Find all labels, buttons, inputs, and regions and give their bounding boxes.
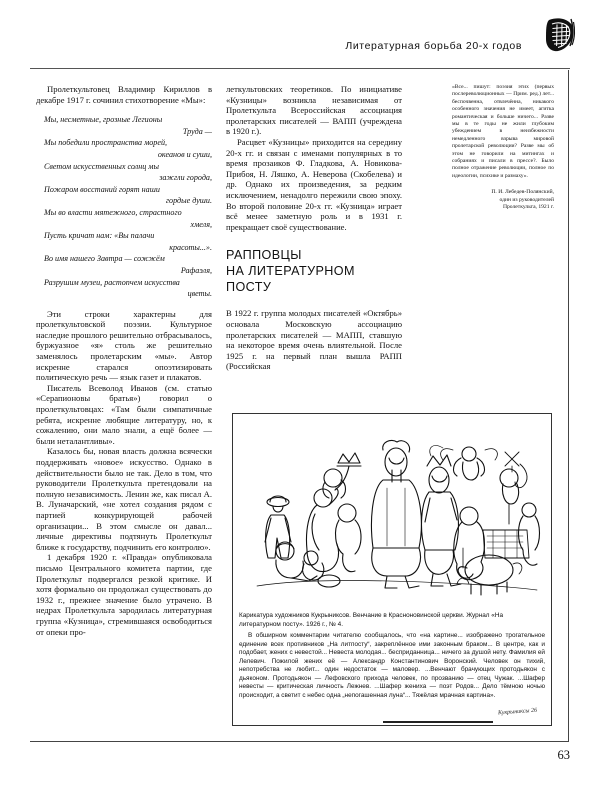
paragraph-vapp: леткультовских теоретиков. По инициативе «Кузницы» возникла независимая от Пролеткульта Всероссийская ассоциация пролетарских писателей — ВАПП (учреждена в 1920 г.). (226, 84, 402, 137)
margin-note-attribution (452, 189, 554, 212)
paragraph-mapp-rapp: В 1922 г. группа молодых писателей «Октябрь» основала Московскую ассоциацию пролетарских писателей — МАПП, ставшую на некоторое время очень влиятельной. После 1925 г. на первый план вышла РАПП (Российская (226, 308, 402, 372)
poem-my (36, 114, 212, 300)
attribution-line: П. И. Лебедев-Полянский, (491, 189, 554, 196)
figure-box (232, 413, 552, 726)
section-heading-line-1: РАППОВЦЫ (226, 248, 302, 263)
margin-note-quote: «Все... пишут: поэзия этих (первых послереволюционных — Прим. ред.) лет... беспочвенна, отвлечённа, никакого особенного значения не имеет, агитка романтическая и больше ничего... Разве мы в те годы не жили глубоким убеждением в неизбежности немедленного взрыва мировой пролетарской революции? Разве мы об этом не говорили на митингах и собраниях и писали в прессе?. Было полное отражение революции, полное по идеологии, психике и размаху». (452, 84, 554, 179)
poem-line: Мы, несметные, грозные Легионы (44, 115, 163, 125)
header-divider-rule (30, 68, 570, 69)
poem-line: цветы. (187, 289, 212, 299)
paragraph-ivanov-quote: Писатель Всеволод Иванов (см. статью «Серапионовы братья») говорил о пролеткультовцах: «Там были симпатичные ребята, искренне любящие литературу, но, к сожалению, они мало знали, а ещё более — были неталантливы». (36, 382, 212, 446)
poem-line: Рафаэля, (180, 265, 212, 275)
cartoon-illustration (237, 418, 547, 608)
section-heading (226, 247, 402, 295)
paragraph-proletkult-poetry: Эти строки характерны для пролеткультовской поэзии. Культурное наследие прошлого решительно отбрасывалось, буржуазное «я» столь же решительно заменялось пролетарским «мы». Автор искренне старался опоэтизировать политическую речь — язык газет и плакатов. (36, 308, 212, 383)
paragraph-kuznitsa-bloom: Расцвет «Кузницы» приходится на середину 20-х гг. и связан с именами популярных в то время прозаиков Ф. Гладкова, А. Новикова-Прибоя, Н. Ляшко, А. Неверова (Скобелева) и др. Однако их произведения, за редким исключением, ненадолго пережили свою эпоху. Во второй половине 20-х гг. «Кузница» играет всё менее заметную роль и в 1931 г. прекращает своё существование. (226, 136, 402, 232)
margin-note (452, 84, 554, 212)
page-number: 63 (557, 748, 570, 762)
paragraph-new-power: Казалось бы, новая власть должна всячески поддерживать «новое» искусство. Однако в действительности было не так. Дело в том, что руководители Пролеткульта претендовали на полную независимость. Ленин же, как писал А. В. Луначарский, «не хотел создания рядом с партией конкурирующей рабочей организации... В этом смысле он давал... личные директивы подтянуть Пролеткульт ближе к государству, подчинить его контролю». (36, 446, 212, 552)
page-header (0, 0, 600, 72)
figure-caption (239, 612, 545, 700)
paragraph-pravda-letter: 1 декабря 1920 г. «Правда» опубликовала письмо Центрального комитета партии, где Пролеткульт подвергался резкой критике. И хотя формально он продолжал существовать до 1932 г., прежнее значение было утрачено. В недрах Пролеткульта зародилась литературная группа «Кузница», стремившаяся освободиться от опеки про- (36, 552, 212, 637)
section-heading-line-2: НА ЛИТЕРАТУРНОМ ПОСТУ (226, 264, 355, 295)
running-head-title: Литературная борьба 20-х годов (345, 40, 522, 52)
poem-line: Пожаром восстаний горят наши (44, 184, 160, 194)
leaf-book-icon (542, 14, 576, 54)
poem-line: Труда — (182, 126, 212, 136)
text-column-left (36, 84, 212, 637)
paragraph-kirillov-intro: Пролеткультовец Владимир Кириллов в декабре 1917 г. сочинил стихотворение «Мы»: (36, 84, 212, 105)
plate-underline (383, 721, 493, 723)
poem-line: Разрушим музеи, растопчем искусства (44, 277, 180, 287)
poem-line: Пусть кричат нам: «Вы палачи (44, 231, 155, 241)
poem-line: хмеля, (190, 219, 212, 229)
poem-line: гордые души. (165, 196, 212, 206)
poem-line: красоты...». (169, 242, 212, 252)
poem-line: Мы во власти мятежного, страстного (44, 207, 182, 217)
figure-caption-source: Карикатура художников Кукрыниксов. Венчание в Красноновинской церкви. Журнал «На литературном посту». 1926 г., № 4. (239, 612, 504, 628)
poem-line: Светом искусственных солнц мы (44, 161, 159, 171)
text-column-right (226, 84, 402, 372)
poem-line: Мы победили пространства морей, (44, 138, 168, 148)
figure-caption-body: В обширном комментарии читателю сообщалось, что «на картине... изображено трогательное единение всех противников „На литпосту“, закреплённое ими законным браком... В центре, как и подобает, жених с невестой... Невеста молодая... бесприданница... ничего за душой нету. Фамилия ей Лелевич. Пожилой жених её — Александр Константинович Воронский. Человек он тихий, непотребства не любит... один недостаток — маловер. ...Венчают брачующих протодьякон с дьяконом. Протодьякон — Лефовского прихода человек, по прозванию — отец Чужак. ...Шафер невесты — критическая личность Лежнев. ...Шафер жениха — поэт Родов... Дело тёмною ночью происходит, а светит с небес одна „непогашенная луна“... Тяжёлая мрачная картина». (239, 632, 545, 699)
artist-signature: Кукрыниксы 26 (497, 707, 538, 717)
attribution-line: один из руководителей (499, 196, 554, 203)
attribution-line: Пролеткульта, 1921 г. (502, 204, 554, 211)
poem-line: Во имя нашего Завтра — сожжём (44, 254, 165, 264)
poem-line: зажгли города, (159, 173, 212, 183)
poem-line: океанов и суши, (157, 149, 212, 159)
